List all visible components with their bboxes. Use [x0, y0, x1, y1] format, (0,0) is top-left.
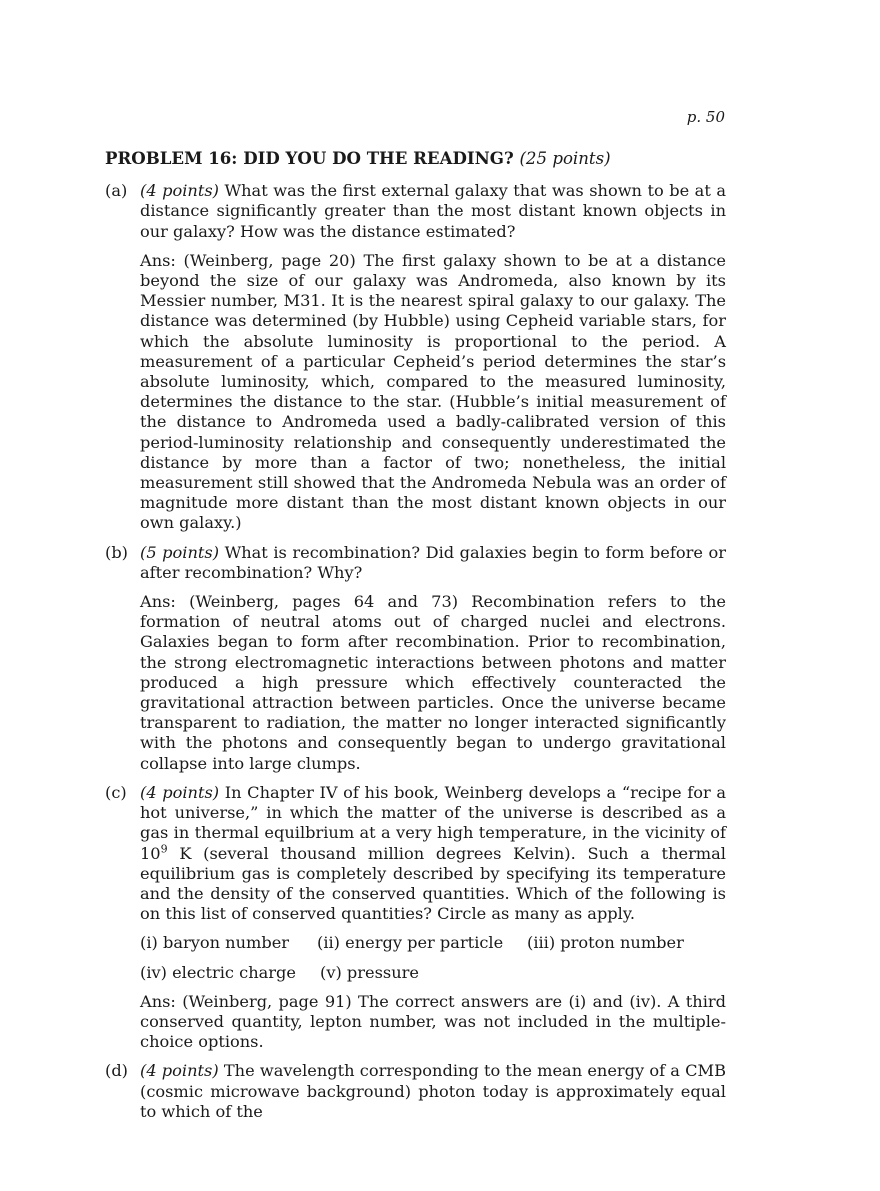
part-c-exponent: 9	[160, 842, 168, 856]
part-b-label: (b)	[105, 542, 128, 562]
part-b	[105, 543, 726, 774]
part-b-points: (5 points)	[140, 542, 220, 562]
part-d	[105, 1061, 726, 1122]
problem-title	[105, 148, 726, 169]
part-a-label: (a)	[105, 181, 128, 201]
part-c-options-row-1	[140, 933, 726, 953]
part-b-answer: Ans: (Weinberg, pages 64 and 73) Recombination refers to the formation of neutral atoms out of charged nuclei and electrons. Galaxies began to form after recombination. Prior to recombination, the strong electromagnetic interactions between photons and matter produced a high pressure which effectively counteracted the gravitational attraction between particles. Once the universe became transparent to radiation, the matter no longer interacted significantly with the photons and consequently began to undergo gravitational collapse into large clumps.	[140, 592, 726, 773]
part-c	[105, 783, 726, 1052]
part-a-question-text: What was the first external galaxy that was shown to be at a distance significantly greater than the most distant known objects in our galaxy? How was the distance estimated?	[140, 181, 726, 241]
part-c-answer: Ans: (Weinberg, page 91) The correct answers are (i) and (iv). A third conserved quantity, lepton number, was not included in the multiple-choice options.	[140, 991, 726, 1052]
option-i[interactable]: (i) baryon number	[140, 933, 290, 953]
option-v[interactable]: (v) pressure	[320, 962, 419, 982]
part-c-question	[140, 783, 726, 924]
option-iii[interactable]: (iii) proton number	[527, 933, 684, 953]
part-a	[105, 181, 726, 533]
part-a-question	[140, 181, 726, 242]
option-ii[interactable]: (ii) energy per particle	[317, 933, 504, 953]
part-d-label: (d)	[105, 1061, 128, 1081]
part-c-options-row-2	[140, 963, 726, 983]
part-d-points: (4 points)	[140, 1061, 219, 1081]
part-a-points: (4 points)	[140, 181, 219, 201]
part-b-question-text: What is recombination? Did galaxies begin to form before or after recombination? Why?	[140, 542, 726, 582]
part-a-answer: Ans: (Weinberg, page 20) The first galaxy shown to be at a distance beyond the size of our galaxy was Andromeda, also known by its Messier number, M31. It is the nearest spiral galaxy to our galaxy. The distance was determined (by Hubble) using Cepheid variable stars, for which the absolute luminosity is proportional to the period. A measurement of a particular Cepheid’s period determines the star’s absolute luminosity, which, compared to the measured luminosity, determines the distance to the star. (Hubble’s initial measurement of the distance to Andromeda used a badly-calibrated version of this period-luminosity relationship and consequently underestimated the distance by more than a factor of two; nonetheless, the initial measurement still showed that the Andromeda Nebula was an order of magnitude more distant than the most distant known objects in our own galaxy.)	[140, 250, 726, 533]
problem-title-text: PROBLEM 16: DID YOU DO THE READING?	[105, 148, 514, 168]
part-b-question	[140, 543, 726, 583]
part-c-label: (c)	[105, 782, 127, 802]
page-number: p. 50	[686, 108, 725, 126]
part-c-question-text-1: In Chapter IV of his book, Weinberg develops a “recipe for a hot universe,” in which the matter of the universe is described as a gas in thermal equilbrium at a very high temperature, in the vicinity of 10	[140, 782, 726, 863]
problem-content	[105, 148, 726, 1131]
part-c-question-text-2: K (several thousand million degrees Kelvin). Such a thermal equilibrium gas is completely described by specifying its temperature and the density of the conserved quantities. Which of the following is on this list of conserved quantities? Circle as many as apply.	[140, 843, 726, 924]
option-iv[interactable]: (iv) electric charge	[140, 962, 296, 982]
problem-points: (25 points)	[519, 149, 611, 168]
part-d-question-text: The wavelength corresponding to the mean energy of a CMB (cosmic microwave background) photon today is approximately equal to which of the	[140, 1061, 726, 1121]
part-d-question	[140, 1061, 726, 1122]
part-c-points: (4 points)	[140, 782, 220, 802]
